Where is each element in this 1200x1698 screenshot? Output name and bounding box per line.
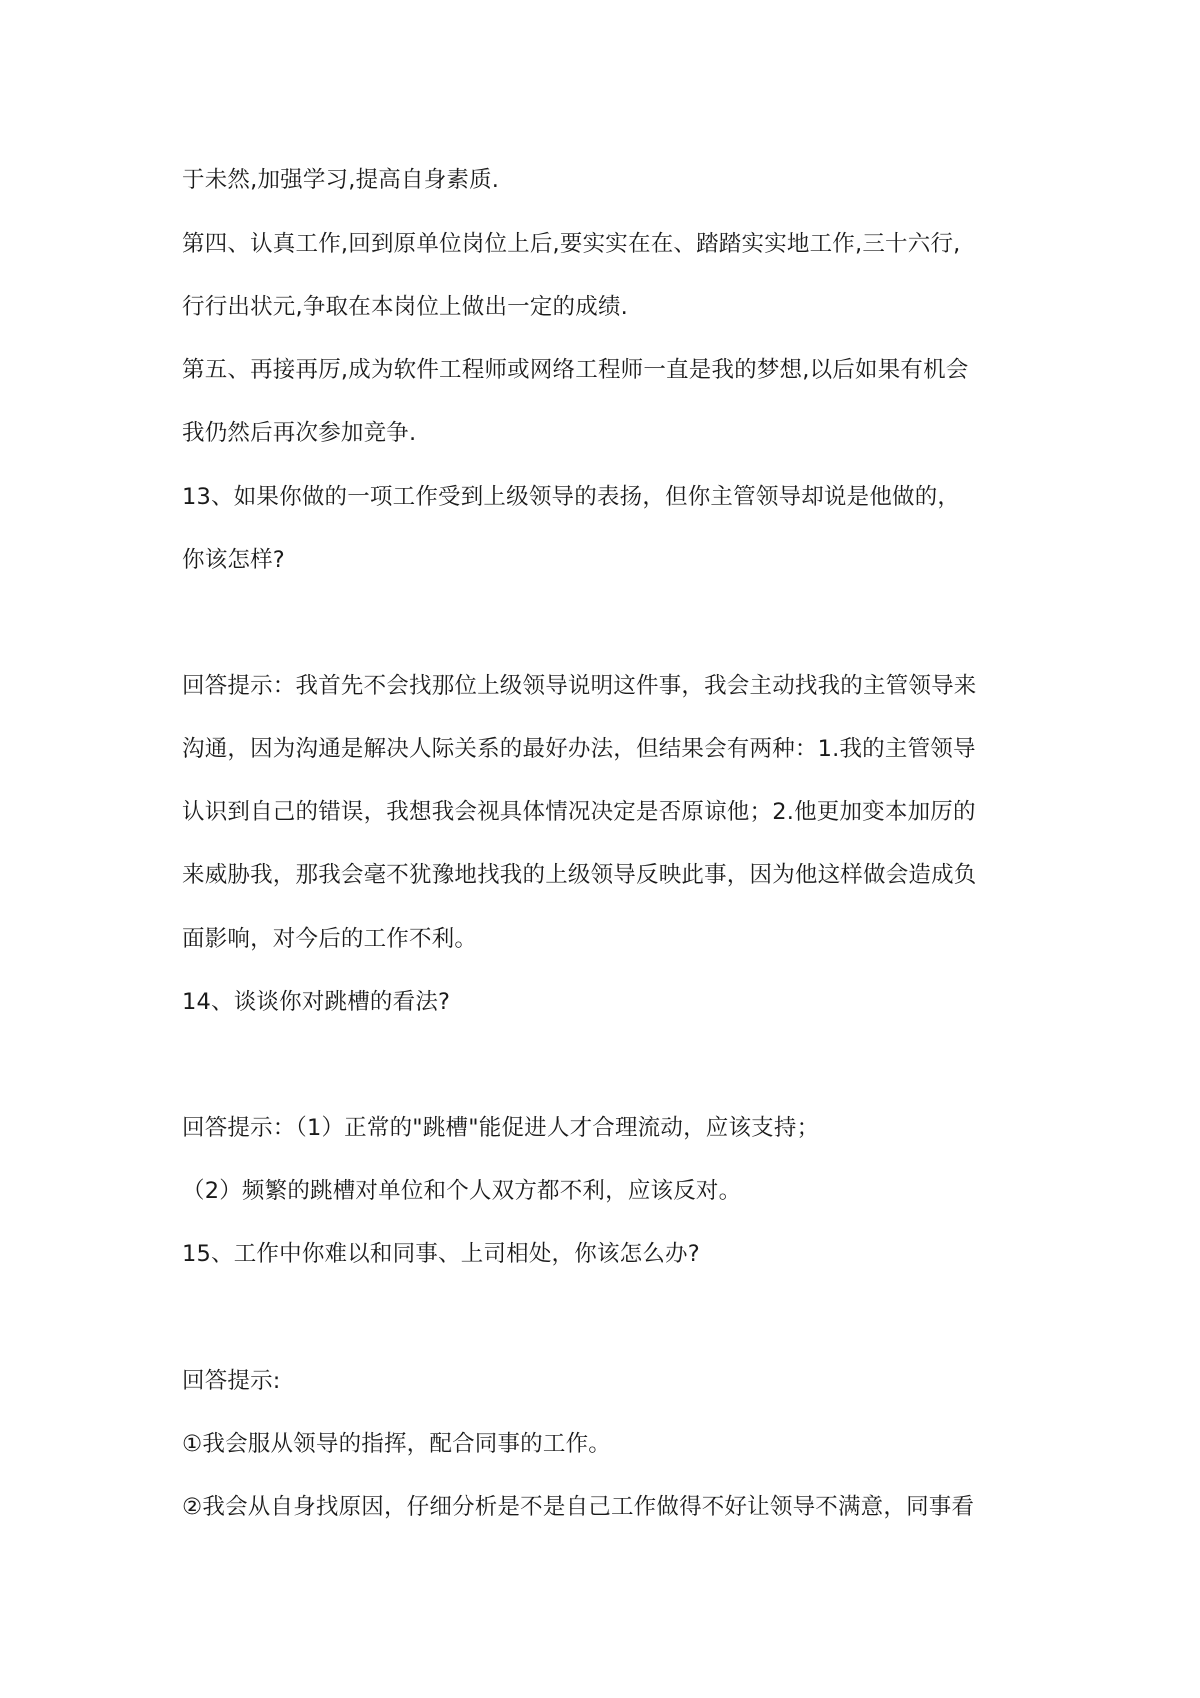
answer-line: 回答提示：我首先不会找那位上级领导说明这件事，我会主动找我的主管领导来 [182, 673, 977, 699]
answer-line: 回答提示: [182, 1368, 281, 1394]
answer-line: ②我会从自身找原因，仔细分析是不是自己工作做得不好让领导不满意，同事看 [182, 1494, 975, 1520]
answer-line: 面影响，对今后的工作不利。 [182, 926, 478, 952]
question-heading: 14、谈谈你对跳槽的看法? [182, 989, 451, 1015]
answer-line: 沟通，因为沟通是解决人际关系的最好办法，但结果会有两种：1.我的主管领导 [182, 736, 976, 762]
answer-line: 来威胁我，那我会毫不犹豫地找我的上级领导反映此事，因为他这样做会造成负 [182, 862, 977, 888]
question-heading: 15、工作中你难以和同事、上司相处，你该怎么办? [182, 1241, 700, 1267]
question-heading: 13、如果你做的一项工作受到上级领导的表扬，但你主管领导却说是他做的， [182, 484, 961, 510]
text-line: 第五、再接再厉,成为软件工程师或网络工程师一直是我的梦想,以后如果有机会 [182, 357, 969, 383]
answer-line: （2）频繁的跳槽对单位和个人双方都不利，应该反对。 [182, 1178, 742, 1204]
text-line: 于未然,加强学习,提高自身素质. [182, 167, 500, 193]
text-line: 你该怎样? [182, 547, 285, 573]
answer-line: 认识到自己的错误，我想我会视具体情况决定是否原谅他；2.他更加变本加厉的 [182, 799, 976, 825]
answer-line: 回答提示：（1）正常的"跳槽"能促进人才合理流动，应该支持； [182, 1115, 820, 1141]
text-line: 行行出状元,争取在本岗位上做出一定的成绩. [182, 294, 629, 320]
text-line: 第四、认真工作,回到原单位岗位上后,要实实在在、踏踏实实地工作,三十六行, [182, 231, 961, 257]
answer-line: ①我会服从领导的指挥，配合同事的工作。 [182, 1431, 611, 1457]
text-line: 我仍然后再次参加竞争. [182, 420, 417, 446]
